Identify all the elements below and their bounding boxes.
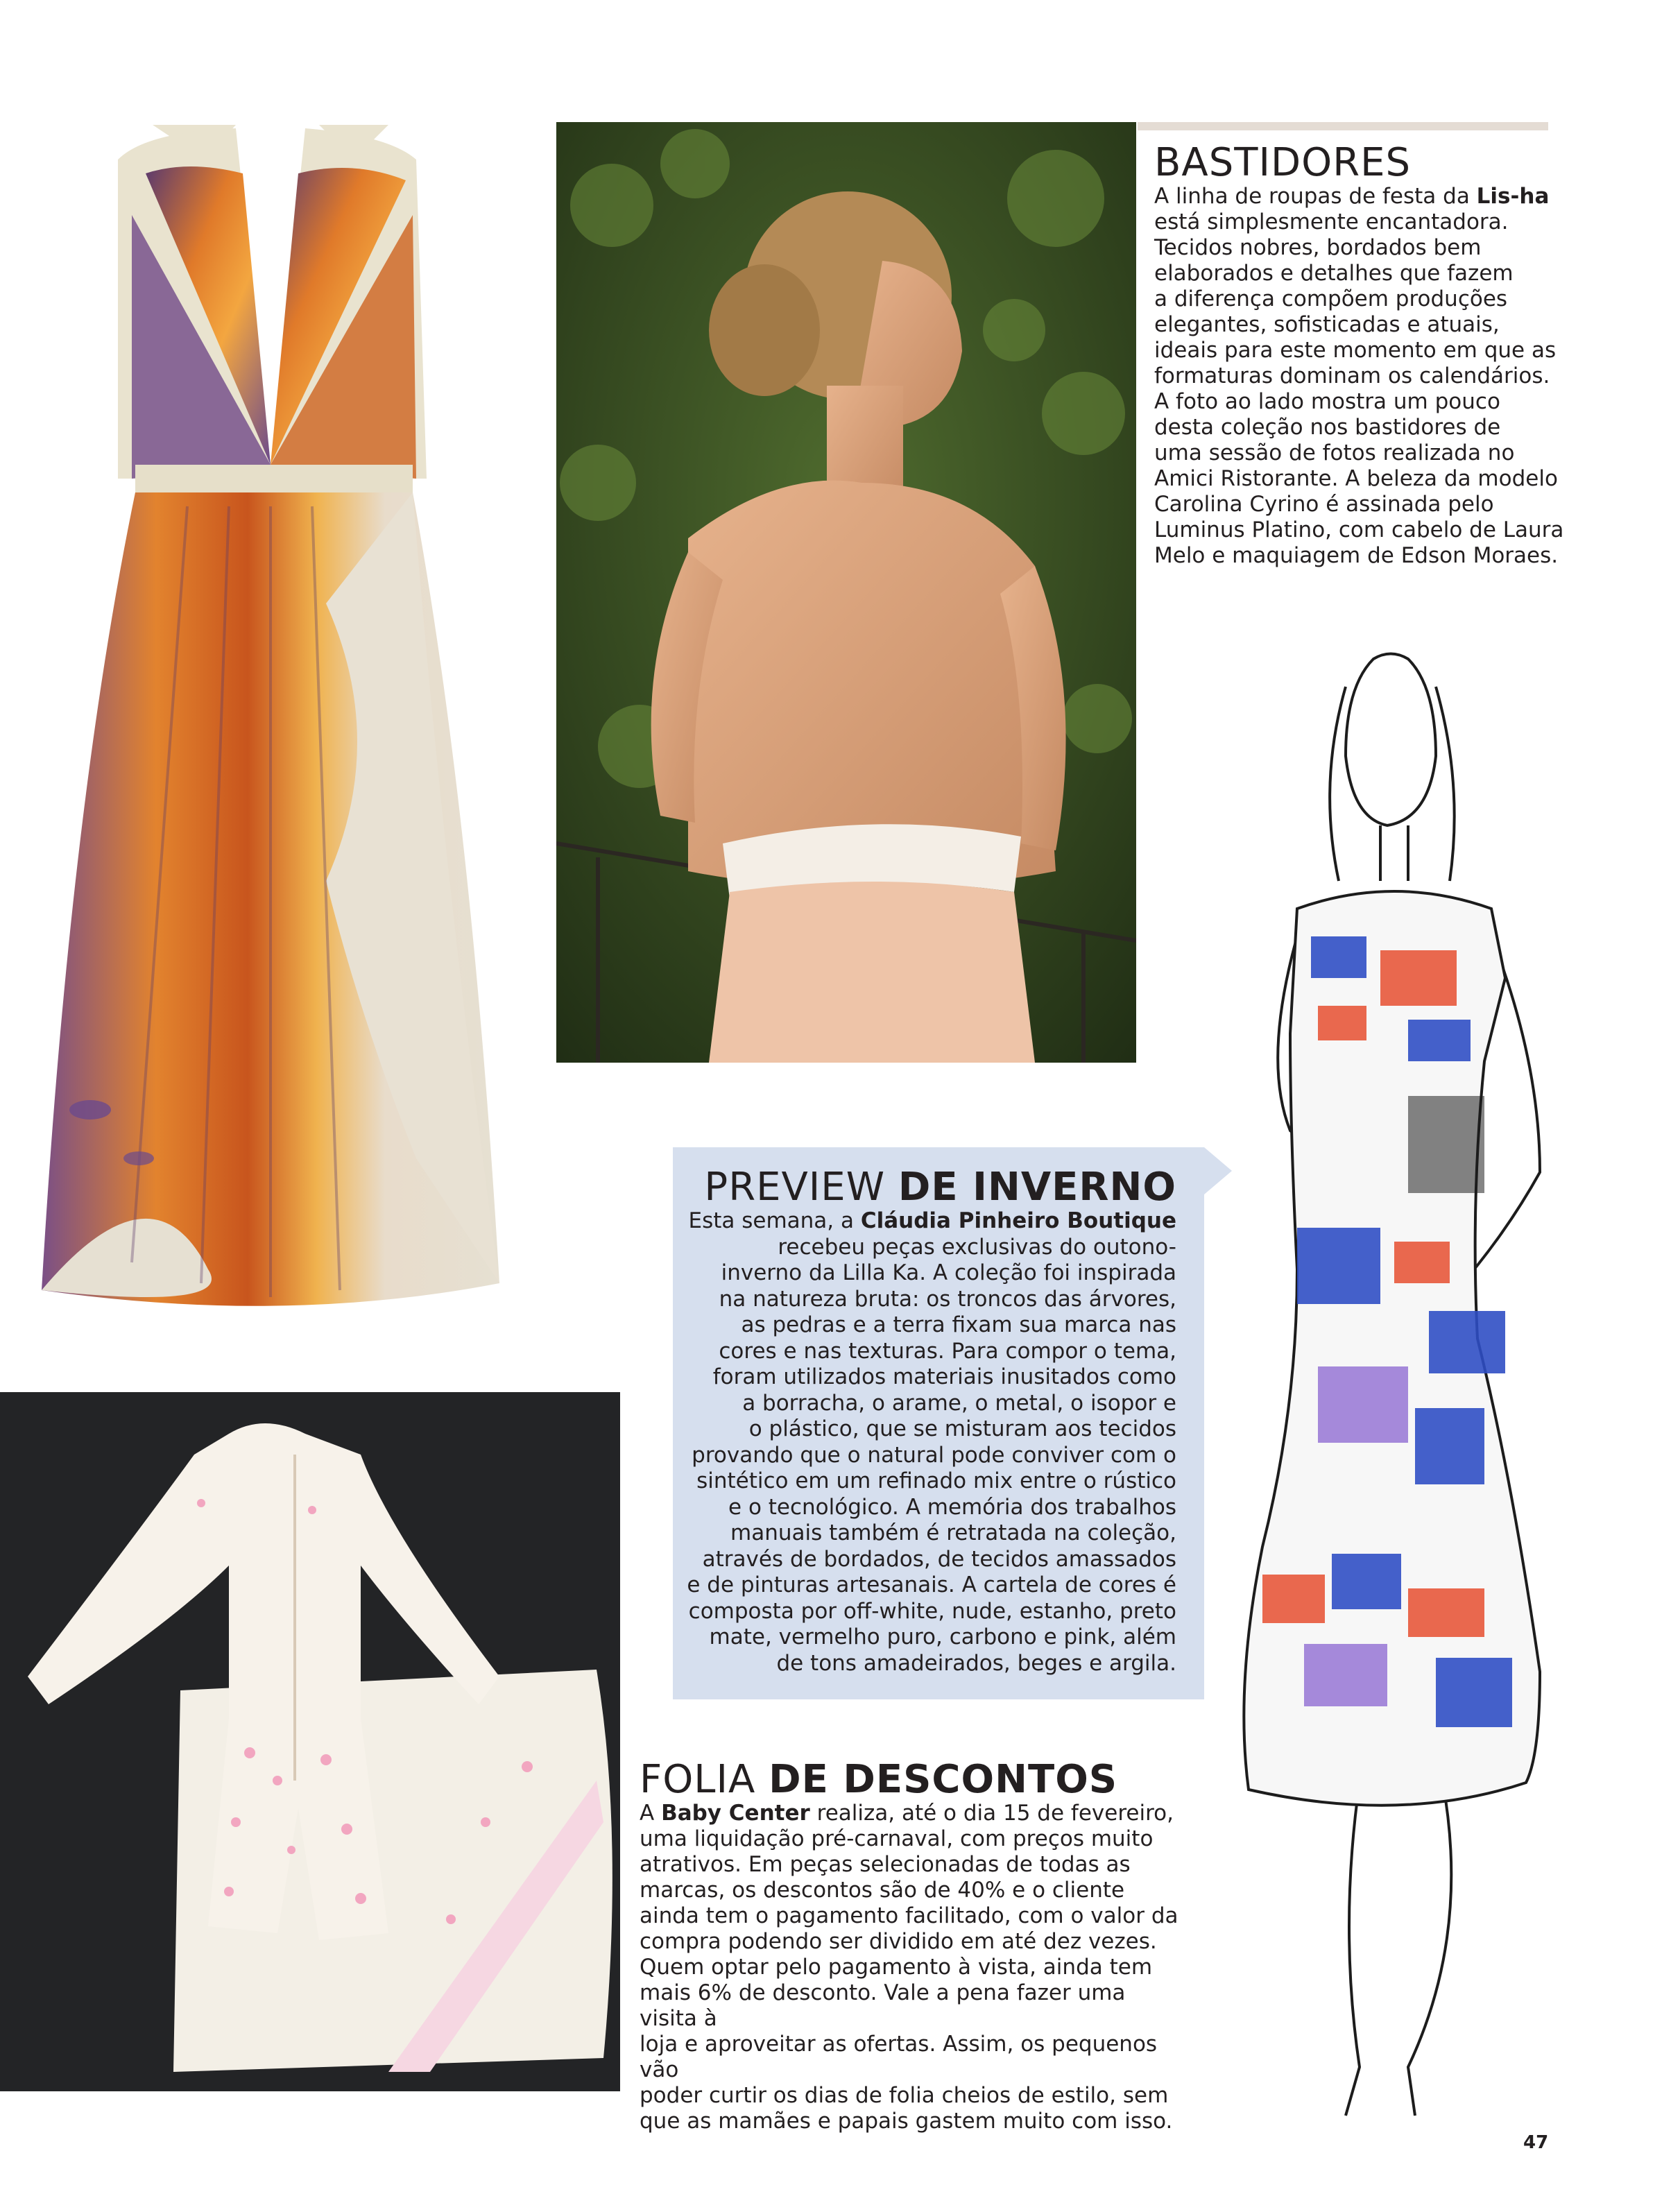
preview-title-light: PREVIEW bbox=[704, 1165, 898, 1210]
model-photo bbox=[556, 122, 1136, 1063]
folia-line: atrativos. Em peças selecionadas de todas as bbox=[640, 1852, 1131, 1877]
preview-line: através de bordados, de tecidos amassados bbox=[702, 1546, 1176, 1572]
bastidores-line: a diferença compõem produções bbox=[1154, 286, 1508, 311]
preview-line: manuais também é retratada na coleção, bbox=[730, 1520, 1176, 1545]
folia-article bbox=[640, 1759, 1181, 2134]
folia-line: uma liquidação pré-carnaval, com preços muito bbox=[640, 1826, 1154, 1851]
preview-line: composta por off-white, nude, estanho, preto bbox=[688, 1598, 1176, 1624]
folia-line: realiza, até o dia 15 de fevereiro, bbox=[809, 1801, 1174, 1826]
bastidores-line: Melo e maquiagem de Edson Moraes. bbox=[1154, 543, 1559, 568]
bastidores-title: BASTIDORES bbox=[1154, 140, 1412, 185]
sketch-illustration bbox=[1179, 645, 1637, 2136]
preview-line: e de pinturas artesanais. A cartela de cores é bbox=[687, 1572, 1176, 1597]
preview-line: o plástico, que se misturam aos tecidos bbox=[748, 1416, 1176, 1441]
folia-title-light: FOLIA bbox=[640, 1757, 769, 1802]
folia-line: que as mamães e papais gastem muito com isso. bbox=[640, 2109, 1173, 2134]
bastidores-line: Tecidos nobres, bordados bem bbox=[1154, 235, 1482, 260]
dress-photo bbox=[28, 118, 513, 1339]
preview-line: provando que o natural pode conviver com o bbox=[692, 1442, 1176, 1468]
folia-line: marcas, os descontos são de 40% e o cliente bbox=[640, 1878, 1125, 1903]
bastidores-line: está simplesmente encantadora. bbox=[1154, 209, 1509, 234]
preview-title-bold: DE INVERNO bbox=[898, 1165, 1176, 1210]
folia-line: mais 6% de desconto. Vale a pena fazer uma visita à bbox=[640, 1980, 1126, 2031]
preview-line: de tons amadeirados, beges e argila. bbox=[776, 1650, 1176, 1676]
preview-line: na natureza bruta: os troncos das árvores, bbox=[719, 1286, 1176, 1312]
bastidores-line: ideais para este momento em que as bbox=[1154, 338, 1557, 363]
model-illustration bbox=[556, 122, 1136, 1063]
dress-illustration bbox=[28, 118, 513, 1339]
folia-title-bold: DE DESCONTOS bbox=[769, 1757, 1118, 1802]
folia-line: A bbox=[640, 1801, 662, 1826]
folia-line: ainda tem o pagamento facilitado, com o valor da bbox=[640, 1903, 1178, 1928]
folia-line: compra podendo ser dividido em até dez vezes. bbox=[640, 1929, 1157, 1954]
preview-line: Esta semana, a bbox=[688, 1208, 861, 1233]
bastidores-line: uma sessão de fotos realizada no bbox=[1154, 440, 1515, 465]
folia-title bbox=[640, 1759, 1181, 1801]
page-number: 47 bbox=[1523, 2132, 1549, 2153]
bastidores-line: A linha de roupas de festa da bbox=[1154, 184, 1477, 209]
preview-line: cores e nas texturas. Para compor o tema, bbox=[719, 1338, 1176, 1364]
bastidores-line: Amici Ristorante. A beleza da modelo bbox=[1154, 466, 1558, 491]
preview-line: inverno da Lilla Ka. A coleção foi inspirada bbox=[721, 1260, 1176, 1285]
folia-body bbox=[640, 1801, 1181, 2134]
preview-article bbox=[673, 1147, 1204, 1699]
preview-line: sintético em um refinado mix entre o rústico bbox=[696, 1468, 1176, 1493]
section-rule bbox=[1138, 122, 1548, 130]
bastidores-line: Luminus Platino, com cabelo de Laura bbox=[1154, 517, 1564, 542]
boutique-name: Cláudia Pinheiro Boutique bbox=[860, 1208, 1176, 1233]
folia-line: loja e aproveitar as ofertas. Assim, os pequenos vão bbox=[640, 2032, 1158, 2082]
preview-line: a borracha, o arame, o metal, o isopor e bbox=[742, 1390, 1176, 1416]
preview-line: recebeu peças exclusivas do outono- bbox=[778, 1234, 1176, 1260]
preview-line: as pedras e a terra fixam sua marca nas bbox=[741, 1312, 1176, 1337]
preview-title bbox=[673, 1167, 1176, 1208]
bastidores-line: formaturas dominam os calendários. bbox=[1154, 363, 1550, 388]
store-name: Baby Center bbox=[661, 1801, 810, 1826]
bastidores-line: elegantes, sofisticadas e atuais, bbox=[1154, 312, 1500, 337]
preview-line: e o tecnológico. A memória dos trabalhos bbox=[728, 1494, 1176, 1520]
brand-name: Lis-ha bbox=[1476, 184, 1550, 209]
sketch-photo bbox=[1179, 645, 1637, 2136]
bastidores-line: elaborados e detalhes que fazem bbox=[1154, 261, 1514, 286]
bastidores-line: desta coleção nos bastidores de bbox=[1154, 415, 1501, 440]
folia-line: poder curtir os dias de folia cheios de estilo, sem bbox=[640, 2083, 1169, 2108]
baby-photo bbox=[0, 1392, 620, 2091]
preview-pointer-arrow bbox=[1204, 1147, 1232, 1194]
bastidores-article bbox=[1154, 142, 1570, 569]
bastidores-line: A foto ao lado mostra um pouco bbox=[1154, 389, 1500, 414]
preview-body bbox=[673, 1208, 1176, 1677]
preview-line: mate, vermelho puro, carbono e pink, além bbox=[709, 1624, 1176, 1649]
baby-illustration bbox=[0, 1392, 620, 2091]
preview-line: foram utilizados materiais inusitados como bbox=[712, 1364, 1176, 1389]
bastidores-line: Carolina Cyrino é assinada pelo bbox=[1154, 492, 1494, 517]
folia-line: Quem optar pelo pagamento à vista, ainda tem bbox=[640, 1955, 1153, 1980]
bastidores-body bbox=[1154, 184, 1570, 569]
